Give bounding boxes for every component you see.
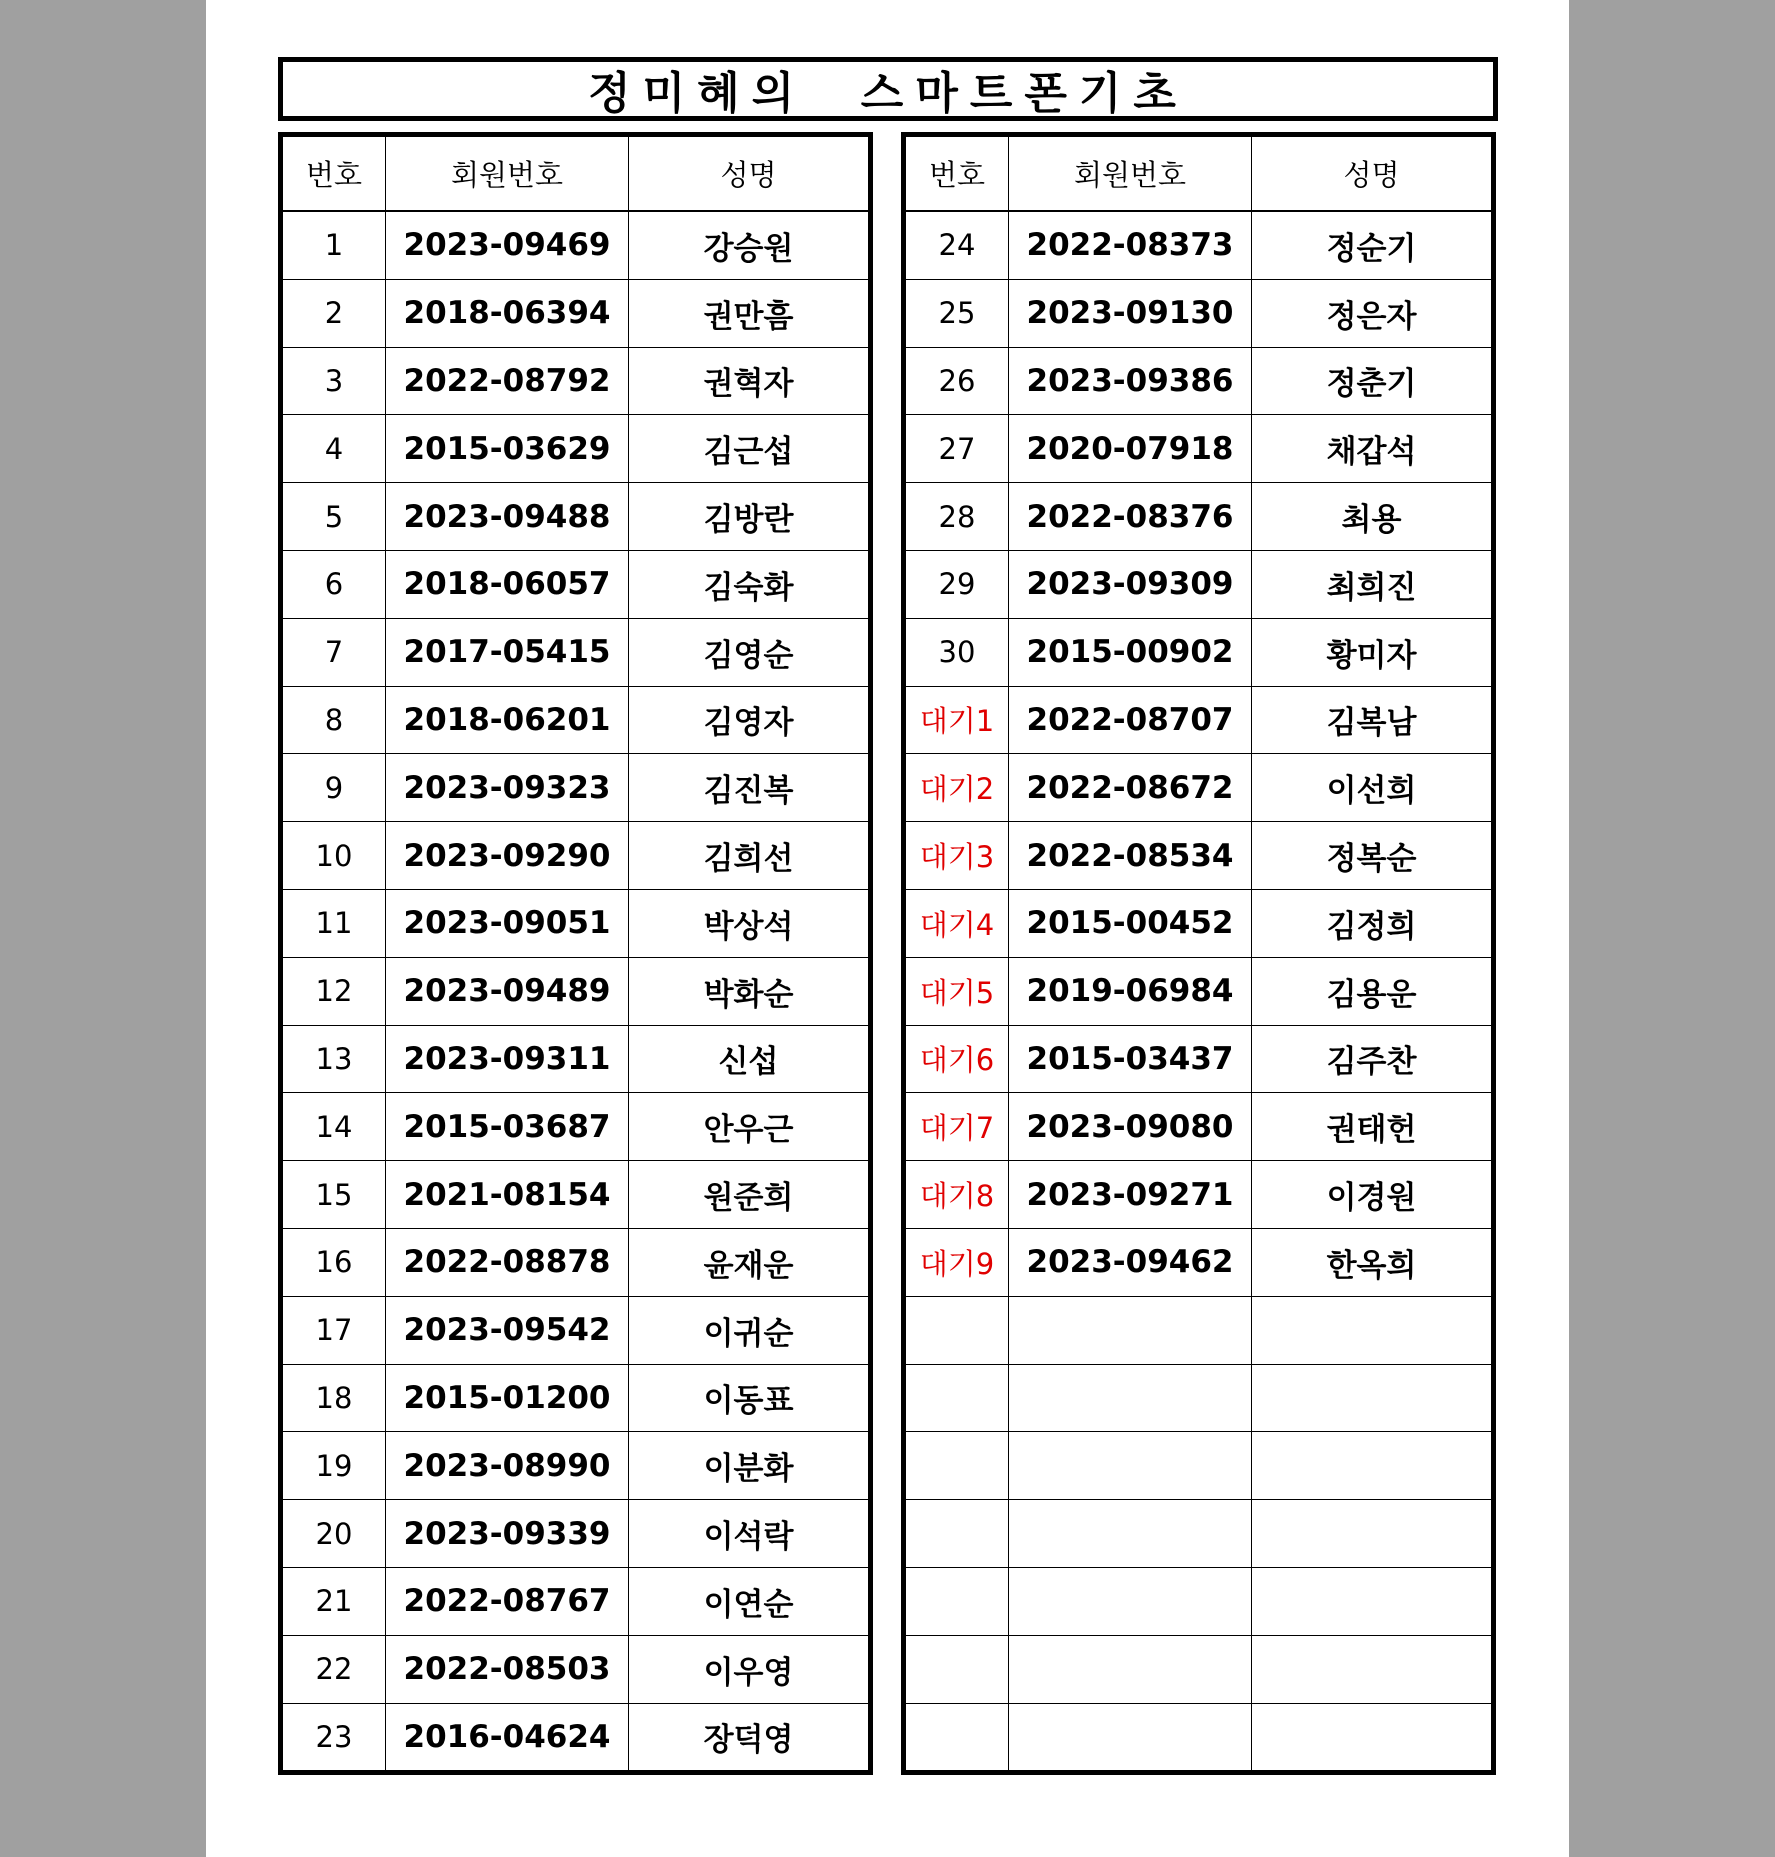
cell-number: 29 bbox=[904, 550, 1009, 618]
cell-number: 26 bbox=[904, 347, 1009, 415]
table-row bbox=[904, 1296, 1494, 1364]
cell-member-id: 2023-09309 bbox=[1009, 550, 1252, 618]
cell-member-id bbox=[1009, 1364, 1252, 1432]
cell-member-id: 2022-08878 bbox=[386, 1228, 629, 1296]
cell-member-id: 2023-09051 bbox=[386, 889, 629, 957]
cell-member-id: 2020-07918 bbox=[1009, 415, 1252, 483]
cell-number bbox=[904, 1432, 1009, 1500]
cell-number: 대기4 bbox=[904, 889, 1009, 957]
table-row bbox=[281, 686, 871, 754]
table-row bbox=[281, 483, 871, 551]
table-row bbox=[904, 211, 1494, 279]
cell-member-id bbox=[1009, 1703, 1252, 1773]
header-row bbox=[904, 135, 1494, 212]
cell-member-id: 2023-09469 bbox=[386, 211, 629, 279]
cell-name: 김방란 bbox=[629, 483, 871, 551]
cell-number: 4 bbox=[281, 415, 386, 483]
table-row bbox=[281, 1228, 871, 1296]
cell-number: 15 bbox=[281, 1161, 386, 1229]
cell-number: 대기1 bbox=[904, 686, 1009, 754]
cell-member-id: 2015-03687 bbox=[386, 1093, 629, 1161]
cell-member-id: 2015-00452 bbox=[1009, 889, 1252, 957]
table-row bbox=[904, 686, 1494, 754]
cell-number: 1 bbox=[281, 211, 386, 279]
cell-member-id: 2022-08672 bbox=[1009, 754, 1252, 822]
roster-body-right bbox=[904, 211, 1494, 1773]
cell-name: 김영순 bbox=[629, 618, 871, 686]
cell-name: 한옥희 bbox=[1252, 1228, 1494, 1296]
header-member-id: 회원번호 bbox=[1009, 135, 1252, 212]
header-name: 성명 bbox=[629, 135, 871, 212]
table-row bbox=[904, 957, 1494, 1025]
cell-number: 13 bbox=[281, 1025, 386, 1093]
cell-name: 김복남 bbox=[1252, 686, 1494, 754]
cell-name bbox=[1252, 1500, 1494, 1568]
cell-number: 20 bbox=[281, 1500, 386, 1568]
header-row bbox=[281, 135, 871, 212]
cell-name: 이경원 bbox=[1252, 1161, 1494, 1229]
table-row bbox=[281, 415, 871, 483]
header-member-id: 회원번호 bbox=[386, 135, 629, 212]
table-row bbox=[904, 1567, 1494, 1635]
table-row bbox=[904, 1432, 1494, 1500]
cell-name: 최희진 bbox=[1252, 550, 1494, 618]
cell-number: 11 bbox=[281, 889, 386, 957]
cell-member-id: 2023-09386 bbox=[1009, 347, 1252, 415]
cell-member-id: 2023-08990 bbox=[386, 1432, 629, 1500]
cell-member-id: 2018-06394 bbox=[386, 279, 629, 347]
cell-name: 김진복 bbox=[629, 754, 871, 822]
cell-name: 권만흠 bbox=[629, 279, 871, 347]
cell-name: 최용 bbox=[1252, 483, 1494, 551]
table-row bbox=[904, 1093, 1494, 1161]
cell-number: 28 bbox=[904, 483, 1009, 551]
cell-name: 원준희 bbox=[629, 1161, 871, 1229]
cell-number: 27 bbox=[904, 415, 1009, 483]
cell-number: 22 bbox=[281, 1635, 386, 1703]
cell-name bbox=[1252, 1635, 1494, 1703]
cell-name bbox=[1252, 1296, 1494, 1364]
cell-member-id bbox=[1009, 1567, 1252, 1635]
cell-name: 강승원 bbox=[629, 211, 871, 279]
cell-member-id: 2022-08503 bbox=[386, 1635, 629, 1703]
cell-member-id bbox=[1009, 1296, 1252, 1364]
table-row bbox=[904, 822, 1494, 890]
cell-member-id: 2018-06057 bbox=[386, 550, 629, 618]
table-row bbox=[281, 754, 871, 822]
cell-member-id: 2023-09339 bbox=[386, 1500, 629, 1568]
table-row bbox=[281, 618, 871, 686]
cell-number: 23 bbox=[281, 1703, 386, 1773]
table-row bbox=[904, 1161, 1494, 1229]
cell-member-id: 2023-09488 bbox=[386, 483, 629, 551]
table-row bbox=[281, 279, 871, 347]
cell-name: 권태헌 bbox=[1252, 1093, 1494, 1161]
cell-member-id: 2023-09271 bbox=[1009, 1161, 1252, 1229]
table-row bbox=[281, 1703, 871, 1773]
cell-number bbox=[904, 1296, 1009, 1364]
cell-name: 이귀순 bbox=[629, 1296, 871, 1364]
cell-name: 김숙화 bbox=[629, 550, 871, 618]
table-row bbox=[904, 483, 1494, 551]
cell-number: 대기3 bbox=[904, 822, 1009, 890]
table-row bbox=[904, 415, 1494, 483]
cell-number: 대기2 bbox=[904, 754, 1009, 822]
cell-member-id: 2015-03629 bbox=[386, 415, 629, 483]
cell-name: 신섭 bbox=[629, 1025, 871, 1093]
cell-member-id: 2022-08376 bbox=[1009, 483, 1252, 551]
cell-number: 9 bbox=[281, 754, 386, 822]
cell-member-id: 2022-08707 bbox=[1009, 686, 1252, 754]
roster-table-right bbox=[901, 132, 1496, 1775]
cell-number: 2 bbox=[281, 279, 386, 347]
table-row bbox=[281, 347, 871, 415]
cell-name: 이연순 bbox=[629, 1567, 871, 1635]
table-row bbox=[281, 1364, 871, 1432]
cell-name: 이분화 bbox=[629, 1432, 871, 1500]
cell-number bbox=[904, 1500, 1009, 1568]
roster-table-left bbox=[278, 132, 873, 1775]
cell-number: 30 bbox=[904, 618, 1009, 686]
cell-member-id bbox=[1009, 1500, 1252, 1568]
cell-number: 18 bbox=[281, 1364, 386, 1432]
table-row bbox=[904, 1703, 1494, 1773]
table-row bbox=[281, 1432, 871, 1500]
cell-number: 대기6 bbox=[904, 1025, 1009, 1093]
cell-member-id: 2015-01200 bbox=[386, 1364, 629, 1432]
table-row bbox=[281, 957, 871, 1025]
cell-member-id: 2023-09130 bbox=[1009, 279, 1252, 347]
cell-name: 채갑석 bbox=[1252, 415, 1494, 483]
document-page bbox=[206, 0, 1569, 1857]
table-row bbox=[281, 1567, 871, 1635]
cell-number: 10 bbox=[281, 822, 386, 890]
cell-number: 7 bbox=[281, 618, 386, 686]
cell-name bbox=[1252, 1364, 1494, 1432]
cell-member-id: 2023-09323 bbox=[386, 754, 629, 822]
cell-number bbox=[904, 1567, 1009, 1635]
header-no: 번호 bbox=[904, 135, 1009, 212]
cell-member-id: 2019-06984 bbox=[1009, 957, 1252, 1025]
cell-number bbox=[904, 1635, 1009, 1703]
cell-member-id: 2023-09489 bbox=[386, 957, 629, 1025]
cell-name: 장덕영 bbox=[629, 1703, 871, 1773]
table-row bbox=[904, 1635, 1494, 1703]
cell-member-id: 2016-04624 bbox=[386, 1703, 629, 1773]
table-row bbox=[281, 1500, 871, 1568]
cell-number: 3 bbox=[281, 347, 386, 415]
cell-name: 박화순 bbox=[629, 957, 871, 1025]
cell-member-id: 2022-08792 bbox=[386, 347, 629, 415]
cell-name: 이석락 bbox=[629, 1500, 871, 1568]
cell-name: 김정희 bbox=[1252, 889, 1494, 957]
table-row bbox=[281, 550, 871, 618]
cell-number: 대기7 bbox=[904, 1093, 1009, 1161]
cell-number: 17 bbox=[281, 1296, 386, 1364]
cell-name: 김근섭 bbox=[629, 415, 871, 483]
table-row bbox=[904, 279, 1494, 347]
header-no: 번호 bbox=[281, 135, 386, 212]
cell-name: 안우근 bbox=[629, 1093, 871, 1161]
cell-name: 정은자 bbox=[1252, 279, 1494, 347]
cell-number: 12 bbox=[281, 957, 386, 1025]
cell-number: 대기8 bbox=[904, 1161, 1009, 1229]
cell-name: 김희선 bbox=[629, 822, 871, 890]
cell-member-id: 2015-00902 bbox=[1009, 618, 1252, 686]
table-row bbox=[904, 1025, 1494, 1093]
cell-member-id: 2022-08373 bbox=[1009, 211, 1252, 279]
page-title: 정미혜의 스마트폰기초 bbox=[278, 57, 1498, 121]
cell-name: 김영자 bbox=[629, 686, 871, 754]
table-row bbox=[904, 1364, 1494, 1432]
table-row bbox=[904, 618, 1494, 686]
cell-name: 이선희 bbox=[1252, 754, 1494, 822]
cell-name: 김용운 bbox=[1252, 957, 1494, 1025]
table-row bbox=[904, 550, 1494, 618]
cell-member-id bbox=[1009, 1432, 1252, 1500]
table-row bbox=[281, 1025, 871, 1093]
header-name: 성명 bbox=[1252, 135, 1494, 212]
cell-member-id: 2018-06201 bbox=[386, 686, 629, 754]
cell-number: 25 bbox=[904, 279, 1009, 347]
table-row bbox=[904, 347, 1494, 415]
table-row bbox=[904, 1228, 1494, 1296]
cell-number: 5 bbox=[281, 483, 386, 551]
cell-number: 8 bbox=[281, 686, 386, 754]
table-row bbox=[904, 1500, 1494, 1568]
cell-member-id: 2023-09080 bbox=[1009, 1093, 1252, 1161]
cell-name: 정춘기 bbox=[1252, 347, 1494, 415]
table-row bbox=[281, 822, 871, 890]
cell-name: 박상석 bbox=[629, 889, 871, 957]
cell-name: 황미자 bbox=[1252, 618, 1494, 686]
table-row bbox=[904, 889, 1494, 957]
cell-number: 14 bbox=[281, 1093, 386, 1161]
table-row bbox=[281, 889, 871, 957]
cell-number: 19 bbox=[281, 1432, 386, 1500]
cell-number: 21 bbox=[281, 1567, 386, 1635]
table-row bbox=[281, 211, 871, 279]
cell-name: 권혁자 bbox=[629, 347, 871, 415]
table-row bbox=[281, 1296, 871, 1364]
cell-member-id: 2022-08534 bbox=[1009, 822, 1252, 890]
cell-number bbox=[904, 1364, 1009, 1432]
cell-number: 6 bbox=[281, 550, 386, 618]
cell-member-id: 2015-03437 bbox=[1009, 1025, 1252, 1093]
cell-name bbox=[1252, 1703, 1494, 1773]
table-row bbox=[281, 1093, 871, 1161]
cell-number: 24 bbox=[904, 211, 1009, 279]
cell-name: 정순기 bbox=[1252, 211, 1494, 279]
cell-name: 윤재운 bbox=[629, 1228, 871, 1296]
cell-name: 정복순 bbox=[1252, 822, 1494, 890]
table-row bbox=[281, 1161, 871, 1229]
cell-member-id: 2023-09290 bbox=[386, 822, 629, 890]
cell-name bbox=[1252, 1432, 1494, 1500]
cell-member-id: 2022-08767 bbox=[386, 1567, 629, 1635]
cell-member-id: 2023-09542 bbox=[386, 1296, 629, 1364]
cell-name: 이동표 bbox=[629, 1364, 871, 1432]
cell-member-id: 2017-05415 bbox=[386, 618, 629, 686]
cell-member-id: 2023-09311 bbox=[386, 1025, 629, 1093]
cell-number: 대기5 bbox=[904, 957, 1009, 1025]
table-row bbox=[904, 754, 1494, 822]
table-row bbox=[281, 1635, 871, 1703]
cell-name bbox=[1252, 1567, 1494, 1635]
cell-number: 16 bbox=[281, 1228, 386, 1296]
cell-member-id: 2021-08154 bbox=[386, 1161, 629, 1229]
roster-body-left bbox=[281, 211, 871, 1773]
cell-name: 이우영 bbox=[629, 1635, 871, 1703]
cell-member-id bbox=[1009, 1635, 1252, 1703]
cell-name: 김주찬 bbox=[1252, 1025, 1494, 1093]
cell-number bbox=[904, 1703, 1009, 1773]
cell-number: 대기9 bbox=[904, 1228, 1009, 1296]
cell-member-id: 2023-09462 bbox=[1009, 1228, 1252, 1296]
